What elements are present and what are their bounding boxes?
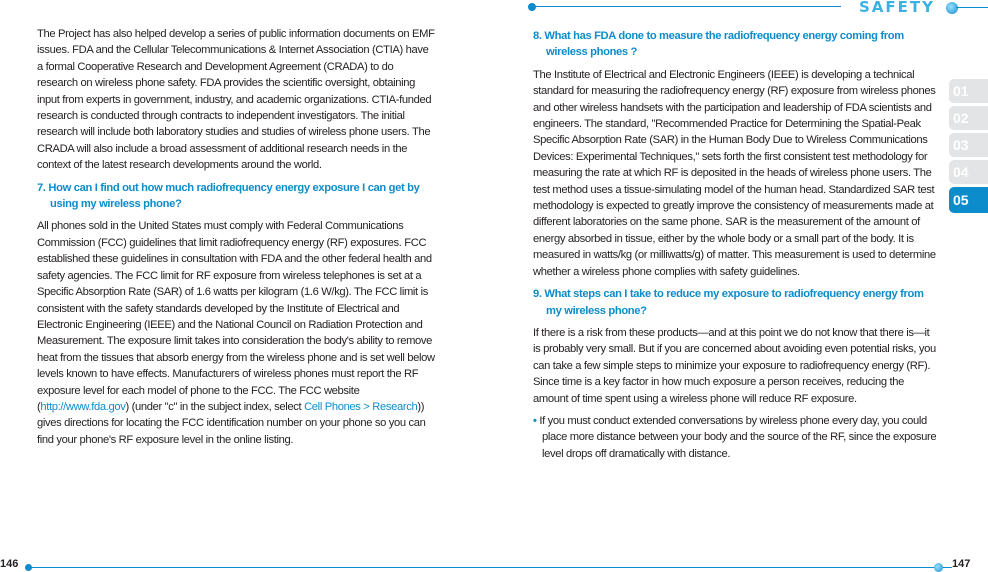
chapter-tab-03[interactable]: 03 [949,133,988,157]
chapter-tab-01[interactable]: 01 [949,79,988,103]
chapter-tabs [949,79,988,216]
fda-website-link[interactable]: http://www.fda.gov [40,400,126,413]
chapter-tab-05[interactable]: 05 [949,187,988,213]
bullet-marker: • [533,414,537,427]
bullet-text: If you must conduct extended conversations by wireless phone every day, you could place more distance between your body and the source of the RF, since the exposure level drops off dramatically with distance. [539,414,937,460]
left-column [37,26,435,454]
header-rule-right [956,7,988,8]
chapter-tab-04[interactable]: 04 [949,160,988,184]
question-7-heading: 7. How can I find out how much radiofrequency energy exposure I can get by using my wireless phone? [37,181,420,211]
paragraph-text: All phones sold in the United States must comply with Federal Communications Commission (FCC) guidelines that limit radiofrequency energy (RF) exposures. FCC established these guidelines in consultation with FDA and the other federal health and safety agencies. The FCC limit for RF exposure from wireless telephones is set at a Specific Absorption Rate (SAR) of 1.6 watts per kilogram (1.6 W/kg). The FCC limit is consistent with the safety standards developed by the Institute of Electrical and Electronic Engineering (IEEE) and the National Council on Radiation Protection and Measurement. The exposure limit takes into consideration the body's ability to remove heat from the tissues that absorb energy from the wireless phone and is set well below levels known to have effects. Manufacturers of wireless phones must report the RF exposure level for each model of phone to the FCC. The FCC website ( [37,220,435,413]
paragraph-fcc-guidelines [37,218,435,448]
page-number-left: 146 [0,558,19,570]
paragraph-ieee-standard: The Institute of Electrical and Electronic Engineers (IEEE) is developing a technical standard for measuring the radiofrequency energy (RF) exposure from wireless phones and other wireless handsets with the participation and leadership of FDA scientists and engineers. The standard, "Recommended Practice for Determining the Spatial-Peak Specific Absorption Rate (SAR) in the Human Body Due to Wireless Communications Devices: Experimental Techniques," sets forth the first consistent test methodology for measuring the rate at which RF is deposited in the heads of wireless phone users. The test method uses a tissue-simulating model of the human head. Standardized SAR test methodology is expected to greatly improve the consistency of measurements made at different laboratories on the same phone. SAR is the measurement of the amount of energy absorbed in tissue, either by the whole body or a small part of the body. It is measured in watts/kg (or milliwatts/g) of matter. This measurement is used to determine whether a wireless phone complies with safety guidelines. [533,68,936,278]
question-8-heading: 8. What has FDA done to measure the radiofrequency energy coming from wireless phones ? [533,30,904,59]
footer-rule [28,567,952,568]
header-orb-decoration [946,2,958,14]
paragraph-text: ) (under "c" in the subject index, select [125,400,305,413]
section-title: SAFETY [859,0,935,16]
header-rule [533,6,841,7]
right-column [533,28,937,468]
bullet-item-distance [533,413,937,462]
paragraph-risk: If there is a risk from these products—and at this point we do not know that there is—it is probably very small. But if you are concerned about avoiding even potential risks, you can take a few simple steps to minimize your exposure to radiofrequency energy (RF). Since time is a key factor in how much exposure a person receives, reducing the amount of time spent using a wireless phone will reduce RF exposure. [533,326,936,405]
header-dot-decoration [528,3,536,11]
paragraph-project: The Project has also helped develop a series of public information documents on EMF issues. FDA and the Cellular Telecommunications & Internet Association (CTIA) have a formal Cooperative Research and Development Agreement (CRADA) to do research on wireless phone safety. FDA provides the scientific oversight, obtaining input from experts in government, industry, and academic organizations. CTIA-funded research is conducted through contracts to independent investigators. The initial research will include both laboratory studies and studies of wireless phone users. The CRADA will also include a broad assessment of additional research needs in the context of the latest research developments around the world. [37,28,435,172]
question-9-heading: 9. What steps can I take to reduce my exposure to radiofrequency energy from my wireless phone? [533,288,924,317]
paragraph-text: )) gives directions for locating the FCC identification number on your phone so you can find your phone's RF exposure level in the online listing. [37,400,426,446]
chapter-tab-02[interactable]: 02 [949,106,988,130]
cell-phones-research-link[interactable]: Cell Phones > Research [304,400,418,413]
page-number-right: 147 [952,558,971,570]
